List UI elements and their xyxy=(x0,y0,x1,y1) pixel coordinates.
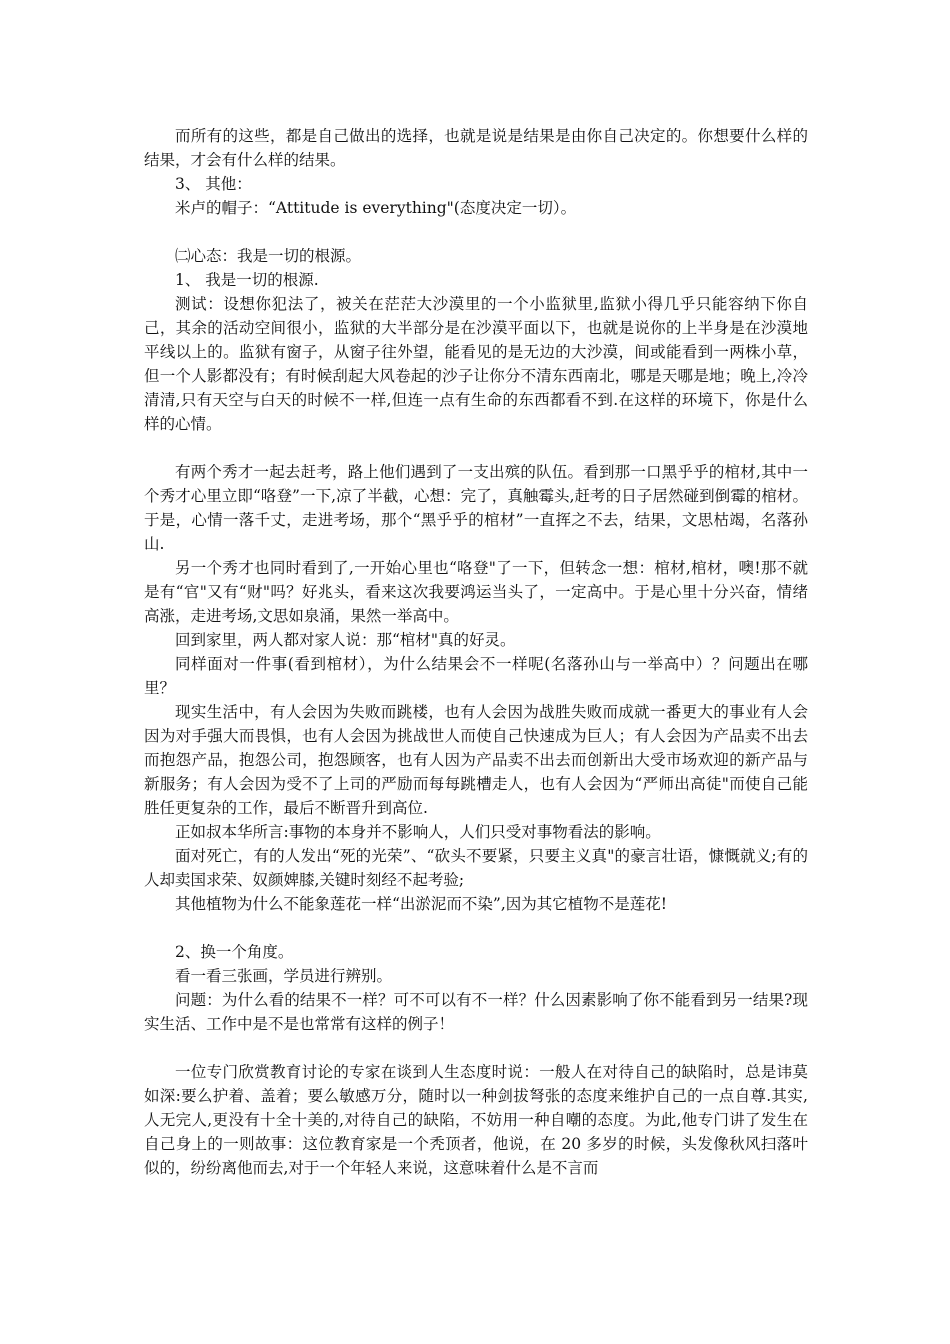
paragraph: 同样面对一件事(看到棺材），为什么结果会不一样呢(名落孙山与一举高中）？问题出在哪里？ xyxy=(144,655,808,697)
paragraph: 面对死亡，有的人发出“死的光荣”、“砍头不要紧，只要主义真"的豪言壮语，慷慨就义;有的人却卖国求荣、奴颜婢膝,关键时刻经不起考验; xyxy=(144,847,808,889)
paragraph: 而所有的这些，都是自己做出的选择，也就是说是结果是由你自己决定的。你想要什么样的结果，才会有什么样的结果。 xyxy=(144,127,808,169)
section-heading: 1、 我是一切的根源. xyxy=(175,271,319,289)
paragraph: 回到家里，两人都对家人说：那“棺材"真的好灵。 xyxy=(175,631,516,649)
section-heading: ㈡心态：我是一切的根源。 xyxy=(175,247,362,265)
paragraph: 有两个秀才一起去赶考，路上他们遇到了一支出殡的队伍。看到那一口黑乎乎的棺材,其中一个秀才心里立即“咯登”一下,凉了半截，心想：完了，真触霉头,赶考的日子居然碰到倒霉的棺材。于是，心情一落千丈，走进考场，那个“黑乎乎的棺材”一直挥之不去，结果，文思枯竭，名落孙山. xyxy=(144,463,808,553)
paragraph: 其他植物为什么不能象莲花一样“出淤泥而不染”,因为其它植物不是莲花! xyxy=(175,895,668,913)
blank-line xyxy=(144,1036,808,1060)
paragraph: 正如叔本华所言:事物的本身并不影响人，人们只受对事物看法的影响。 xyxy=(175,823,661,841)
paragraph: 看一看三张画，学员进行辨别。 xyxy=(175,967,393,985)
document-body xyxy=(144,124,808,1180)
paragraph: 另一个秀才也同时看到了,一开始心里也“咯登"了一下，但转念一想：棺材,棺材，噢!那不就是有“官"又有“财"吗？好兆头，看来这次我要鸿运当头了，一定高中。于是心里十分兴奋，情绪高涨，走进考场,文思如泉涌，果然一举高中。 xyxy=(144,559,808,625)
blank-line xyxy=(144,916,808,940)
paragraph: 测试：设想你犯法了，被关在茫茫大沙漠里的一个小监狱里,监狱小得几乎只能容纳下你自己，其余的活动空间很小，监狱的大半部分是在沙漠平面以下，也就是说你的上半身是在沙漠地平线以上的。监狱有窗子，从窗子往外望，能看见的是无边的大沙漠，间或能看到一两株小草，但一个人影都没有；有时候刮起大风卷起的沙子让你分不清东西南北，哪是天哪是地；晚上,冷冷清清,只有天空与白天的时候不一样,但连一点有生命的东西都看不到.在这样的环境下，你是什么样的心情。 xyxy=(144,295,808,433)
blank-line xyxy=(144,436,808,460)
paragraph: 一位专门欣赏教育讨论的专家在谈到人生态度时说：一般人在对待自己的缺陷时，总是讳莫如深:要么护着、盖着；要么敏感万分，随时以一种剑拔弩张的态度来维护自己的一点自尊.其实,人无完人,更没有十全十美的,对待自己的缺陷，不妨用一种自嘲的态度。为此,他专门讲了发生在自己身上的一则故事：这位教育家是一个秃顶者，他说，在 20 多岁的时候，头发像秋风扫落叶似的，纷纷离他而去,对于一个年轻人来说，这意味着什么是不言而 xyxy=(144,1063,808,1177)
blank-line xyxy=(144,220,808,244)
section-heading: 3、 其他： xyxy=(175,175,252,193)
section-heading: 2、换一个角度。 xyxy=(175,943,294,961)
paragraph: 问题：为什么看的结果不一样？可不可以有不一样？什么因素影响了你不能看到另一结果?现实生活、工作中是不是也常常有这样的例子！ xyxy=(144,991,808,1033)
paragraph: 现实生活中，有人会因为失败而跳楼，也有人会因为战胜失败而成就一番更大的事业有人会因为对手强大而畏惧，也有人会因为挑战世人而使自己快速成为巨人；有人会因为产品卖不出去而抱怨产品，抱怨公司，抱怨顾客，也有人因为产品卖不出去而创新出大受市场欢迎的新产品与新服务；有人会因为受不了上司的严励而每每跳槽走人，也有人会因为“严师出高徒"而使自己能胜任更复杂的工作，最后不断晋升到高位. xyxy=(144,703,808,817)
paragraph: 米卢的帽子：“Attitude is everything"(态度决定一切）。 xyxy=(175,199,577,217)
